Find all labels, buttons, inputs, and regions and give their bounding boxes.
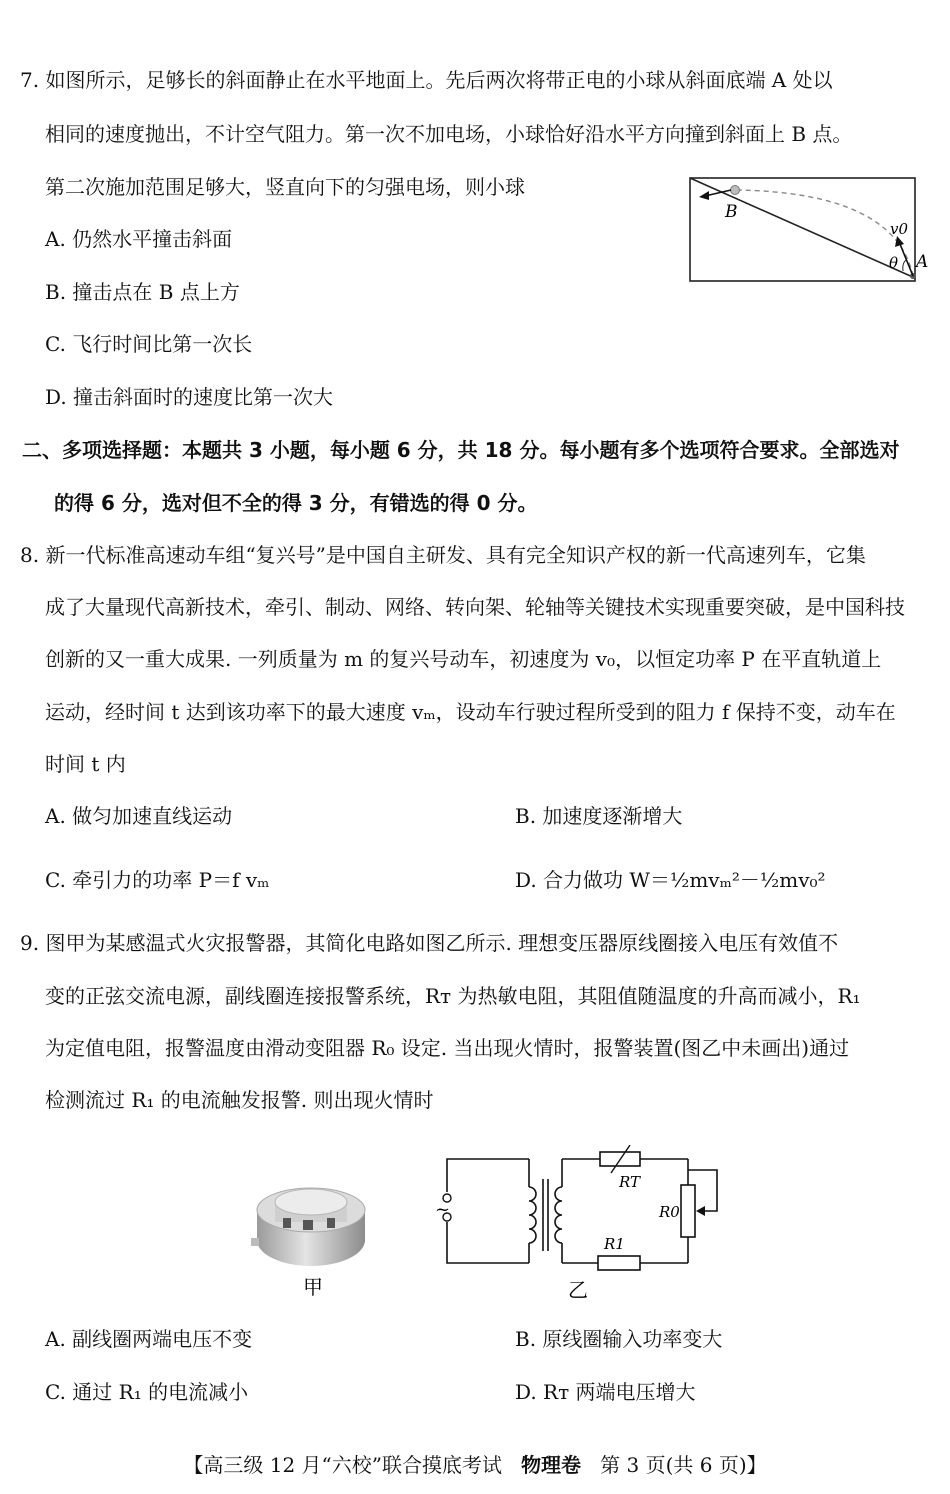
- label-rt: RT: [619, 1173, 641, 1191]
- detector-vent-2: [303, 1220, 313, 1230]
- detector-clip: [251, 1238, 259, 1246]
- label-r1: R1: [604, 1235, 625, 1253]
- detector-cap-top: [275, 1189, 347, 1215]
- rheostat-r0: [681, 1185, 695, 1237]
- q9-line-1: 9. 图甲为某感温式火灾报警器，其简化电路如图乙所示. 理想变压器原线圈接入电压有效值不: [20, 931, 839, 955]
- primary-wire-bottom: [447, 1222, 529, 1263]
- q8-option-c: C. 牵引力的功率 P＝f vₘ: [45, 868, 270, 892]
- arrowhead-b: [699, 191, 709, 200]
- q7-option-b: B. 撞击点在 B 点上方: [45, 280, 240, 304]
- fig-yi-caption: 乙: [568, 1278, 588, 1300]
- page-footer: [0, 1449, 950, 1478]
- q9-option-d: D. Rᴛ 两端电压增大: [515, 1380, 696, 1404]
- q9-option-c: C. 通过 R₁ 的电流减小: [45, 1380, 249, 1404]
- alarm-circuit-diagram: [435, 1145, 725, 1300]
- q7-line-3: 第二次施加范围足够大，竖直向下的匀强电场，则小球: [45, 175, 525, 199]
- detector-vent-1: [283, 1218, 291, 1228]
- ac-source-symbol: ~: [435, 1199, 451, 1220]
- rheostat-slider-arrow: [696, 1206, 705, 1216]
- label-theta: θ: [889, 254, 899, 272]
- resistor-r1: [598, 1256, 640, 1270]
- trajectory-dashed: [735, 190, 913, 276]
- q8-line-2: 成了大量现代高新技术，牵引、制动、网络、转向架、轮轴等关键技术实现重要突破，是中国科技: [45, 595, 905, 619]
- q8-option-b: B. 加速度逐渐增大: [515, 804, 683, 828]
- q9-line-3: 为定值电阻，报警温度由滑动变阻器 R₀ 设定. 当出现火情时，报警装置(图乙中未画出)通过: [45, 1036, 850, 1060]
- q8-line-3: 创新的又一重大成果. 一列质量为 m 的复兴号动车，初速度为 v₀，以恒定功率 P 在平直轨道上: [45, 647, 882, 671]
- velocity-arrow-v0: [900, 244, 913, 276]
- q9-option-b: B. 原线圈输入功率变大: [515, 1327, 723, 1351]
- label-r0: R0: [659, 1203, 680, 1221]
- label-b: B: [725, 202, 738, 222]
- label-a: A: [916, 252, 929, 272]
- q9-line-4: 检测流过 R₁ 的电流触发报警. 则出现火情时: [45, 1088, 434, 1112]
- footer-subject: 物理卷: [521, 1453, 582, 1477]
- q7-option-c: C. 飞行时间比第一次长: [45, 332, 253, 356]
- q8-option-a: A. 做匀加速直线运动: [45, 804, 233, 828]
- q8-line-4: 运动，经时间 t 达到该功率下的最大速度 vₘ，设动车行驶过程所受到的阻力 f 保持不变，动车在: [45, 700, 896, 724]
- secondary-coil: [555, 1187, 562, 1243]
- q8-option-d: D. 合力做功 W＝½mvₘ²－½mv₀²: [515, 868, 826, 892]
- label-v0: v0: [890, 220, 909, 238]
- incline-surface: [690, 178, 915, 278]
- q7-option-a: A. 仍然水平撞击斜面: [45, 227, 233, 251]
- fig-jia-caption: 甲: [303, 1275, 323, 1299]
- footer-exam-name: 【高三级 12 月“六校”联合摸底考试: [183, 1453, 502, 1477]
- q7-line-2: 相同的速度抛出，不计空气阻力。第一次不加电场，小球恰好沿水平方向撞到斜面上 B 点。: [45, 122, 853, 146]
- fire-detector-figure: [245, 1160, 375, 1300]
- footer-page-number: 第 3 页(共 6 页)】: [600, 1453, 767, 1477]
- primary-wire-top: [447, 1159, 529, 1192]
- primary-coil: [529, 1187, 536, 1243]
- q9-option-a: A. 副线圈两端电压不变: [45, 1327, 253, 1351]
- q8-line-1: 8. 新一代标准高速动车组“复兴号”是中国自主研发、具有完全知识产权的新一代高速列车，它集: [20, 543, 866, 567]
- q9-line-2: 变的正弦交流电源，副线圈连接报警系统，Rᴛ 为热敏电阻，其阻值随温度的升高而减小，R₁: [45, 984, 861, 1008]
- ball-at-b: [731, 186, 740, 195]
- section-2-heading-cont: 的得 6 分，选对但不全的得 3 分，有错选的得 0 分。: [54, 491, 538, 515]
- detector-vent-3: [327, 1218, 335, 1228]
- q8-line-5: 时间 t 内: [45, 752, 126, 776]
- section-2-heading: 二、多项选择题：本题共 3 小题，每小题 6 分，共 18 分。每小题有多个选项符合要求。全部选对: [22, 438, 900, 462]
- q7-line-1: 7. 如图所示，足够长的斜面静止在水平地面上。先后两次将带正电的小球从斜面底端 A 处以: [20, 68, 833, 92]
- q7-incline-figure: [685, 172, 935, 287]
- theta-arc: [903, 260, 906, 271]
- q7-option-d: D. 撞击斜面时的速度比第一次大: [45, 385, 334, 409]
